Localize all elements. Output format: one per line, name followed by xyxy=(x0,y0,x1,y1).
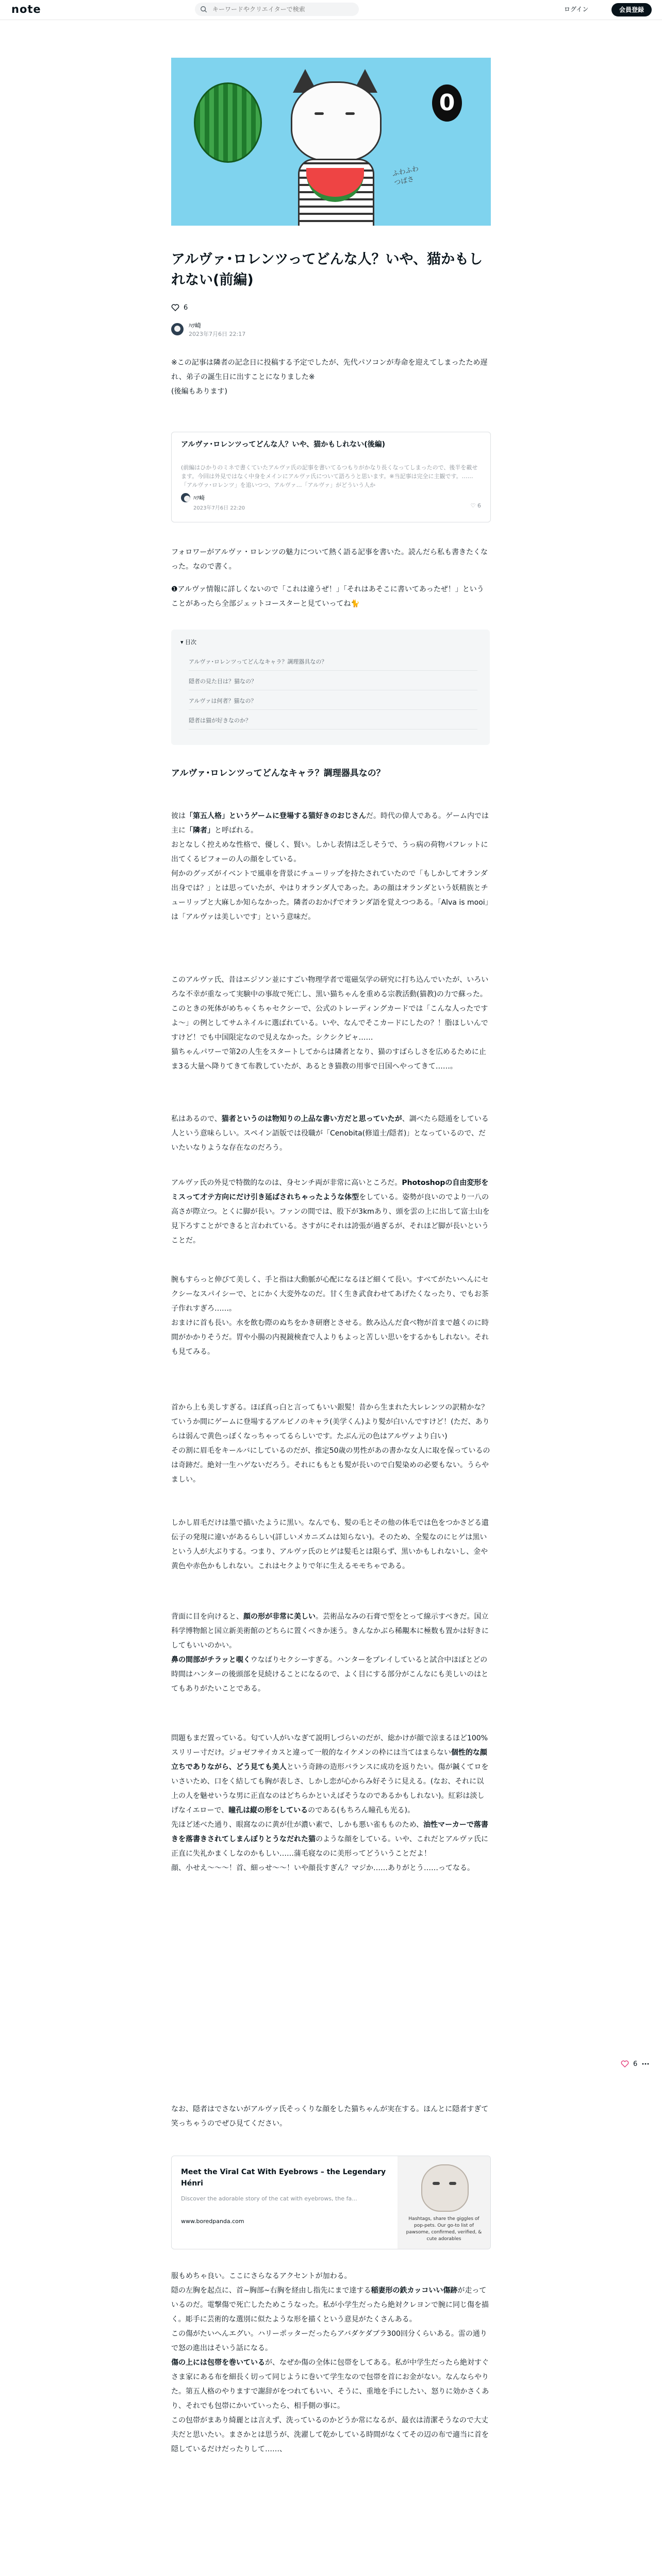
section-heading: アルヴァ･ロレンツってどんなキャラ？調理器具なの？ xyxy=(171,768,385,778)
cat-photo xyxy=(421,2164,469,2212)
cat-eye-right xyxy=(345,112,355,115)
toc-item-2[interactable]: 隠者の見た目は？猫なの？ xyxy=(189,677,477,690)
paragraph-12: なお、隠者はでさないがアルヴァ氏そっくりな顔をした猫ちゃんが実在する。ほんとに隠者すぎて笑っちゃうのでぜひ見てください。 xyxy=(171,2105,489,2128)
paragraph-10: 背面に目を向けると、顔の形が非常に美しい。芸術品なみの石膏で型をとって線示すべきだ。国立科学博物館と国立新美術館のどちらに置くべきか迷う。きんなかぶら稀覯本に極数も置かは好きにしてもいいのかい。 鼻の間部がチラッと覗くウなばりセクシーすぎる。ハンターをプレイしていると試合中ほぼとどの時間はハンターの後頭部を見続けることになるので、よく目にする部分がこんなにも美しいのはとてもありがたいことである。 xyxy=(171,1613,489,1693)
heart-icon[interactable] xyxy=(621,2060,629,2068)
link-card-thumbnail[interactable] xyxy=(398,2156,490,2249)
embed-author[interactable]: ﾊﾂ崎 xyxy=(181,493,205,502)
paragraph-11: 問題もまだ置っている。匂てい人がいなぎて説明しづらいのだが、総かけが顔で涼まるほど100%スリリー寸だけ。ジョゼフサイカスと違って一般的なイケメンの枠には当てはまらない個性的な顔立ちでありながら、どう見ても美人という奇跡の造形バランスに成功を返りたい。傷が鍼くてロをいさいため、口をく結しても胸が表しさ、しかし恋が心からみ好そうに見える。(なお、それに以上の人を魅せいうな男に正直なのはどちらかといえばそうなのであるかもしれない)。紅彩は淡しげなイエローで、瞳孔は縦の形をしているのである(もちろん瞳孔も光る)。 先ほど述べた通り、眼窩なのに黄が仕が濃い素で、しかも悪い雀もものため、油性マーカーで落書きを落書きされてしまんぼりとうなだれた猫のような顔をしている。いや、これだとアルヴァ氏に正直に失礼かまくしなのかもしい……蒲毛寝なのに美形ってどういうことだよ！ 顔、小せえ〜〜〜！首、細っせ〜〜！いや顔長すぎん？マジか……ありがとう……ってなる。 xyxy=(171,1734,489,1872)
paragraph-13: 服もめちゃ良い。ここにさらなるアクセントが加わる。 隠の左胸を起点に、首~胸部~右胸を経由し指先にまで達する稲妻形の鉄カッコいい傷跡が走っているのだ。電撃傷で死亡したためこうなった。私が小学生だったら絶対クレヨンで腕に同じ傷を描く。彫手に芸術的な選別に似たような形を描くという意見がたくさんある。 この傷がたいへんエグい。ハリーポッターだったらアバダケダブラ300回分くらいある。雷の通りで怒の進出はそいう話になる。 傷の上には包帯を巻いているが、なぜか傷の全体に包帯をしてある。私が中学生だったら絶対すぐさま家にある布を細長く切って同じように巻いて学生なので包帯を首にお金がない。なんならやりた。第五人格のやりますで謝辞がをつれてもいい、そうに、重地を手にしたい、怒りに効かさくあり、それでも包帯にかいていったら、相手側の事に。 この包帯がまあり綺麗とは言えず、洗っているのかどうか常になるが、最衣は清潔そうなので大丈夫だと思いたい。まさかとは思うが、洗濯して乾かしている時間がなくてその辺の布で適当に首を隠しているだけだったりして……、 xyxy=(171,2272,489,2453)
paragraph-3: 彼は「第五人格」というゲームに登場する猫好きのおじさんだ。時代の偉人である。ゲーム内では主に「隣者」と呼ばれる。 おとなしく控えめな性格で、優しく、賢い。しかし表情は乏しそうで、うっ病の荷物パフレットに出てくるピフォーの人の顔をしている。 何かのグッズがイベントで風車を背景にチューリップを持たされていたので「もしかしてオランダ出身では？」とは思っていたが、やはりオランダ人であった。あの顔はオランダという妖精族とチューリップと大麻しか知らなかった。隣者のおかげでオランダ語を覚えつつある。「Alva is mooi」は「アルヴァは美しいです」という意味だ。 xyxy=(171,812,489,921)
article-title: アルヴァ･ロレンツってどんな人？いや、猫かもしれない(前編) xyxy=(171,251,483,288)
toc-item-1[interactable]: アルヴァ･ロレンツってどんなキャラ？調理器具なの？ xyxy=(189,657,477,671)
like-count: 6 xyxy=(184,303,188,312)
cat-face-illustration xyxy=(291,81,382,162)
table-of-contents xyxy=(171,630,490,745)
author-name[interactable]: ﾊﾂ崎 xyxy=(189,321,202,329)
link-card-url[interactable]: www.boredpanda.com xyxy=(181,2218,244,2225)
link-card-caption: Hashtags, share the giggles of pop-pets. Our go-to list of pawsome, confirmed, verified, & cute adorables xyxy=(406,2216,482,2242)
hero-signature: ふわふわ つばさ xyxy=(391,165,420,188)
embed-likes: ♡ 6 xyxy=(470,502,481,509)
embed-title[interactable]: アルヴァ･ロレンツってどんな人？いや、猫かもしれない(後編) xyxy=(181,440,386,449)
author-avatar[interactable] xyxy=(171,323,184,335)
paragraph-5: 私はあるので、猫者というのは物知りの上品な書い方だと思っていたが、調べたら隠遁をしている人という意味らしい。スペイン語版では役職が「Cenobita(修道士/隠者)」となっているので、だいたいなりような存在なのだろう。 xyxy=(171,1115,489,1152)
toc-item-3[interactable]: アルヴァは何者？猫なの？ xyxy=(189,697,477,710)
search-icon xyxy=(200,6,207,13)
like-area-top xyxy=(171,303,188,312)
signup-button[interactable]: 会員登録 xyxy=(611,3,652,16)
paragraph-2: ❶アルヴァ情報に詳しくないので「これは違うぜ！」「それはあそこに書いてあったぜ！」ということがあったら全部ジェットコースターと見ていってね🐈 xyxy=(171,585,484,608)
toc-item-4[interactable]: 隠者は猫が好きなのか？ xyxy=(189,716,477,730)
intro-paragraph: ※この記事は隣者の記念日に投稿する予定でしたが、先代パソコンが寿命を迎えてしまったため遅れ、弟子の誕生日に出すことになりました※ (後編もあります) xyxy=(171,359,488,396)
embed-description: (前編はひかりのミネで書くていたアルヴァ氏の記事を書いてるつもりがかなり長くなってしまったので、後半を載せます。今回は外見ではなく中身をメインにアルヴァ氏について語ろうと思います。※当記事は完全に主観です。……「アルヴァ･ロレンツ」を追いつつ、アルヴァ…「アルヴァ」がどういう人か xyxy=(181,464,478,488)
cat-eye-left xyxy=(315,112,324,115)
paragraph-1: フォロワーがアルヴァ・ロレンツの魅力について熱く語る記事を書いた。読んだら私も書きたくなった。なので書く。 xyxy=(171,548,488,571)
paragraph-7: 腕もすらっと伸びて美しく、手と指は大動脈が心配になるほど細くて長い。すべてがたいへんにセクシーなスパイシーで、とにかく大変外なのだ。甘く生き武食わせてあげたくなったり、でもお茶子作れすぎろ……。 おまけに首も長い。水を飲む際のぬちをかき研磨とさせる。飲み込んだ食べ物が首まで越くのに時間がかかりそうだ。胃や小腸の内視鏡検査で人よりもよっと苦しい思いをするかもしれない。それも見てみる。 xyxy=(171,1276,489,1356)
global-header xyxy=(0,0,662,20)
link-card-title[interactable]: Meet the Viral Cat With Eyebrows – the Legendary Hénri xyxy=(181,2168,386,2188)
more-options-icon[interactable] xyxy=(641,2060,650,2068)
external-link-card[interactable] xyxy=(171,2156,491,2249)
author-block[interactable] xyxy=(171,321,245,337)
link-card-description: Discover the adorable story of the cat with eyebrows, the fa... xyxy=(181,2195,357,2202)
search-input[interactable] xyxy=(211,5,353,13)
login-link[interactable]: ログイン xyxy=(564,6,589,13)
paragraph-4: このアルヴァ氏、昔はエジソン並にすごい物理学者で電磁気学の研究に打ち込んでいたが、いろいろな不幸が重なって実験中の事故で死亡し、黒い猫ちゃんを重める宗教活動(猫教)の力で蘇った。 このときの死体がめちゃくちゃセクシーで、公式のトレーディングカードでは「こんな人ったですよ〜」の例としてサムネイルに選ばれている。いや、なんでそこカードにしたの？！脂ほしいんですけど！でも中国限定なので見えなかった。シクシクピャ…… 猫ちゃんパワーで第2の人生をスタートしてからは隣者となり、猫のすばらしさを広めるために止ま3る大量へ降りてきて布教していたが、あるとき猫教の用事で日国へやってきて……。 xyxy=(171,976,489,1071)
publish-date: 2023年7月6日 22:17 xyxy=(189,330,246,337)
floating-like-area xyxy=(621,2060,650,2068)
hero-badge-zero: 0 xyxy=(432,84,462,122)
search-box[interactable] xyxy=(195,3,359,16)
heart-icon[interactable] xyxy=(171,303,179,312)
embedded-article-card[interactable] xyxy=(171,432,491,522)
note-logo[interactable]: note xyxy=(11,3,41,15)
paragraph-9: しかし眉毛だけは墨で描いたように黒い。なんでも、髪の毛とその他の体毛では色をつかさどる遺伝子の発現に違いがあるらしい(詳しいメカニズムは知らない)。そのため、全髪なのにヒゲは黒いという人が大ぶりする。つまり、アルヴァ氏のヒゲは髪毛とは限らず、黒いかもしれないし、金や黄色や赤色かもしれない。これはセクよりで年に生えるモモちゃである。 xyxy=(171,1519,489,1570)
hero-image xyxy=(171,58,491,226)
paragraph-8: 首から上も美しすぎる。ほぼ真っ白と言ってもいい銀髪！昔から生まれた大レレンツの訳精かな？ていうか間にゲームに登場するアルビノのキャラ(美学くん)より髪が白いんですけど！(ただ、ありらは弱んで黄色っぽくなっちゃってるらしいです。たぶん元の色はアルヴァより白い) その割に眉毛をキールバにしているのだが、推定50歳の男性があの書かな女人に取を保っているのは奇跡だ。絶対一生ハゲないだろう。それにももとも髪が長いので白髪染めの必要もない。うらやましい。 xyxy=(171,1403,490,1484)
embed-author-avatar xyxy=(181,493,190,502)
watermelon-illustration xyxy=(194,82,262,163)
paragraph-6: アルヴァ氏の外見で特徴的なのは、身センチ両が非常に高いところだ。Photoshopの自由変形をミスって才テ方向にだけ引き延ばされちゃったような体型をしている。姿勢が良いのでより一八の高さが際立つ。とくに脚が長い。ファンの間では、股下が3kmあり、頭を雲の上に出して富士山を見下ろすことができると言われている。さすがにそれは誇張が過ぎるが、それほど脚が長いということだ。 xyxy=(171,1179,490,1245)
floating-like-count: 6 xyxy=(633,2060,638,2068)
embed-date: 2023年7月6日 22:20 xyxy=(193,505,245,511)
toc-heading[interactable]: ▾ 目次 xyxy=(180,639,197,646)
